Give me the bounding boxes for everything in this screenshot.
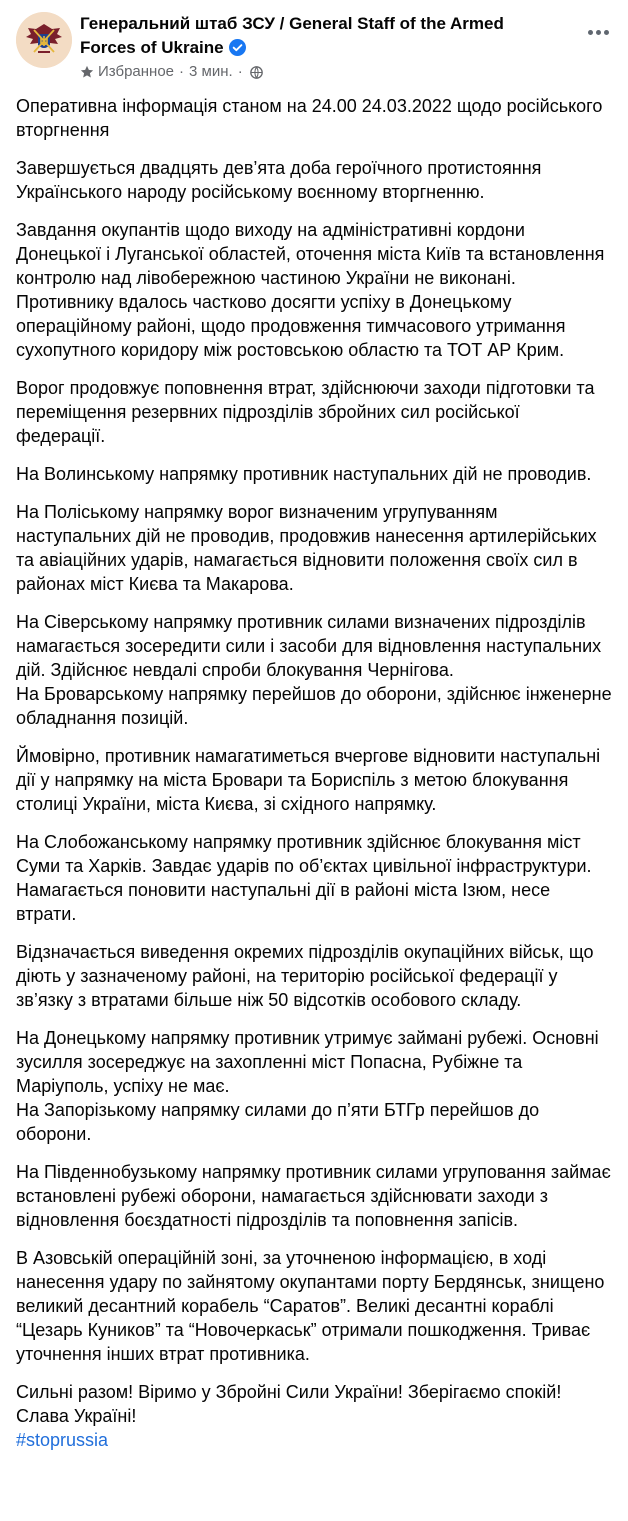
audience-label[interactable]: Избранное	[98, 63, 175, 80]
page-name-link[interactable]	[80, 12, 550, 60]
page-name[interactable]: Генеральний штаб ЗСУ / General Staff of the Armed Forces of Ukraine	[80, 14, 504, 57]
post-paragraph: На Сіверському напрямку противник силами визначених підрозділів намагається зосередити сили і засоби для відновлення наступальних дій. Здійснює невдалі спроби блокування Чернігова. На Броварському напрямку перейшов до оборони, здійснює інженерне обладнання позицій.	[16, 612, 612, 728]
post-paragraph: На Волинському напрямку противник наступальних дій не проводив.	[16, 464, 592, 484]
post-paragraph: На Південнобузькому напрямку противник силами угруповання займає встановлені рубежі оборони, намагається здійснювати заходи з відновлення боєздатності підрозділів та поповнення запісів.	[16, 1162, 611, 1230]
more-options-button[interactable]	[580, 14, 616, 50]
post-paragraph: В Азовській операційній зоні, за уточненою інформацією, в ході нанесення удару по зайнятому окупантами порту Бердянськ, знищено великий десантний корабель “Саратов”. Великі десантні кораблі “Цезарь Куников” та “Новочеркаськ” отримали пошкодження. Триває уточнення інших втрат противника.	[16, 1248, 605, 1364]
globe-icon	[250, 66, 263, 79]
page-avatar[interactable]	[16, 12, 72, 68]
meta-separator-2: ·	[237, 63, 243, 80]
post-paragraph: На Поліському напрямку ворог визначеним угрупуванням наступальних дій не проводив, продовжив нанесення артилерійських та авіаційних ударів, намагається відновити положення своїх сил в районах міст Києва та Макарова.	[16, 502, 597, 594]
post-header	[16, 0, 616, 94]
post-paragraph: Оперативна інформація станом на 24.00 24.03.2022 щодо російського вторгнення	[16, 96, 603, 140]
post-paragraph: Ворог продовжує поповнення втрат, здійснюючи заходи підготовки та переміщення резервних підрозділів збройних сил російської федерації.	[16, 378, 595, 446]
post-meta	[80, 62, 550, 82]
post-body	[16, 94, 616, 1452]
post-paragraph: На Слобожанському напрямку противник здійснює блокування міст Суми та Харків. Завдає ударів по об’єктах цивільної інфраструктури. Намагається поновити наступальні дії в районі міста Ізюм, несе втрати.	[16, 832, 592, 924]
hashtag-link[interactable]: #stoprussia	[16, 1430, 109, 1450]
post-paragraph: На Донецькому напрямку противник утримує займані рубежі. Основні зусилля зосереджує на захопленні міст Попасна, Рубіжне та Маріуполь, успіху не має. На Запорізькому напрямку силами до п’яти БТГр перейшов до оборони.	[16, 1028, 599, 1144]
post-timestamp[interactable]: 3 мин.	[189, 63, 233, 80]
star-icon	[80, 65, 94, 79]
avatar-emblem-icon	[16, 12, 72, 68]
post-paragraph: Завершується двадцять дев’ята доба героїчного протистояння Українського народу російському воєнному вторгненню.	[16, 158, 542, 202]
verified-badge-icon	[229, 39, 246, 56]
meta-separator: ·	[179, 63, 185, 80]
post-paragraph: Завдання окупантів щодо виходу на адміністративні кордони Донецької і Луганської областей, оточення міста Київ та встановлення контролю над лівобережною частиною України не виконані. Противнику вдалось частково досягти успіху в Донецькому операційному районі, щодо продовження тимчасового утримання сухопутного коридору між ростовською областю та ТОТ АР Крим.	[16, 220, 605, 360]
more-options-icon	[588, 30, 609, 35]
post-author	[80, 12, 550, 82]
post-paragraph: Сильні разом! Віримо у Збройні Сили України! Зберігаємо спокій! Слава Україні!	[16, 1382, 562, 1426]
post-paragraph: Ймовірно, противник намагатиметься вчергове відновити наступальні дії у напрямку на міста Бровари та Бориспіль з метою блокування столиці України, міста Києва, зі східного напрямку.	[16, 746, 601, 814]
post-paragraph: Відзначається виведення окремих підрозділів окупаційних військ, що діють у зазначеному районі, на територію російської федерації у зв’язку з втратами більше ніж 50 відсотків особового складу.	[16, 942, 594, 1010]
